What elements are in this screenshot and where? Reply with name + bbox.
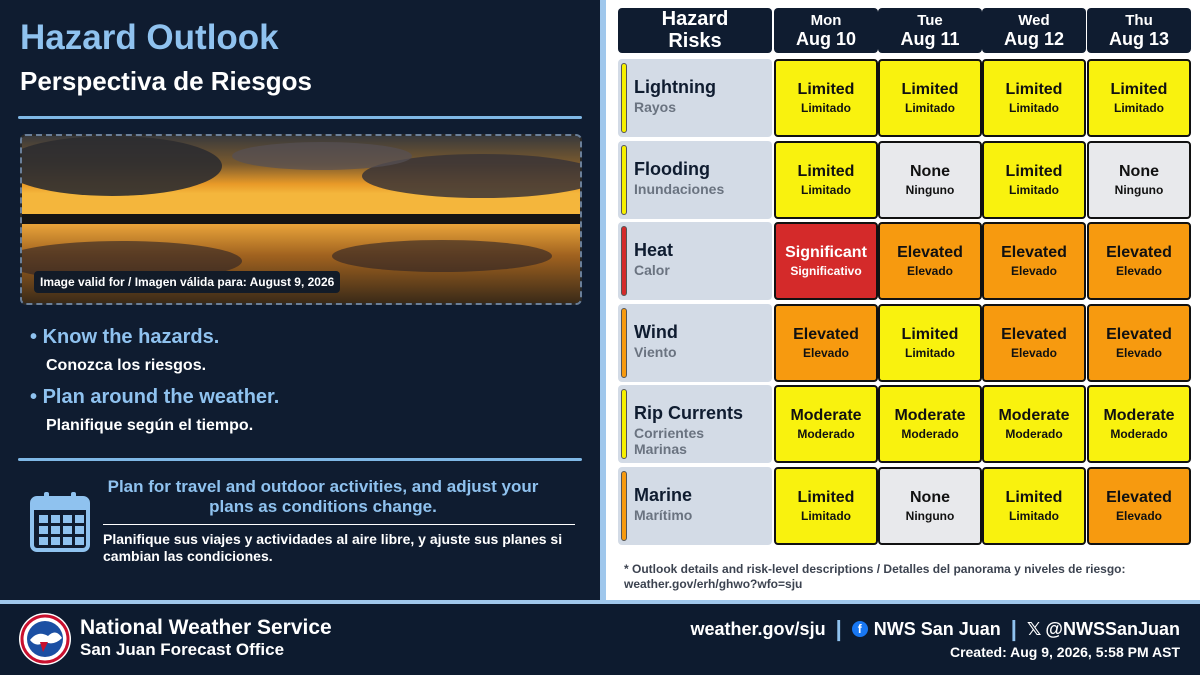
risk-cell: [982, 141, 1086, 219]
risk-cell: [774, 304, 878, 382]
risk-level: Elevated: [793, 326, 859, 343]
separator: |: [835, 616, 842, 641]
risk-level-spanish: Elevado: [906, 264, 954, 278]
website-link[interactable]: weather.gov/sju: [690, 618, 826, 639]
risk-cell: [774, 222, 878, 300]
day-of-week: Wed: [1018, 12, 1050, 29]
bullet-plan-weather: [30, 386, 279, 435]
risk-color-bar: [621, 389, 627, 459]
risk-level: Limited: [901, 326, 959, 343]
hazard-name: Marine: [634, 485, 693, 505]
hazard-name-spanish: Marítimo: [634, 507, 693, 523]
day-header-wed: [982, 8, 1086, 53]
nws-logo: [18, 612, 72, 666]
risk-level: Elevated: [1106, 326, 1172, 343]
risk-level: Moderate: [790, 407, 862, 424]
table-footnote: * Outlook details and risk-level descriptions / Detalles del panorama y niveles de riesgo: weather.gov/erh/ghwo?wfo=sju: [624, 562, 1126, 591]
risk-level-spanish: Ninguno: [905, 509, 955, 523]
risk-color-bar: [621, 308, 627, 378]
risk-level-spanish: Limitado: [905, 101, 955, 115]
day-date: Aug 10: [795, 29, 856, 49]
hazard-label-lightning: [618, 59, 772, 137]
risk-level: Limited: [1110, 81, 1168, 98]
risk-level-spanish: Moderado: [1005, 427, 1063, 441]
hazard-name: Rip Currents: [634, 403, 744, 423]
day-date: Aug 12: [1003, 29, 1064, 49]
bullet-title: • Plan around the weather.: [30, 386, 279, 409]
risk-cell: [878, 222, 982, 300]
risk-cell: [878, 59, 982, 137]
org-name: National Weather Service: [80, 616, 332, 639]
risk-level-spanish: Limitado: [1009, 101, 1059, 115]
facebook-icon: f: [852, 621, 868, 637]
hazard-name-spanish: Rayos: [634, 99, 677, 115]
risk-level: Elevated: [1106, 489, 1172, 506]
x-icon: 𝕏: [1026, 618, 1042, 640]
hazard-label-wind: [618, 304, 772, 382]
risk-cell: [982, 385, 1086, 463]
risk-cell: [1087, 467, 1191, 545]
bullet-know-hazards: [30, 326, 219, 375]
tip-english: Plan for travel and outdoor activities, and adjust your plans as conditions change.: [107, 477, 539, 516]
risk-level: Moderate: [1103, 407, 1175, 424]
sunset-photo: [20, 134, 582, 305]
hazard-name: Lightning: [634, 77, 716, 97]
day-of-week: Tue: [917, 12, 943, 29]
tip-spanish: Planifique sus viajes y actividades al aire libre, y ajuste sus planes si cambian las condiciones.: [103, 531, 563, 564]
risk-level: Significant: [785, 244, 867, 261]
risk-level-spanish: Elevado: [1010, 346, 1058, 360]
bullet-subtitle: Conozca los riesgos.: [46, 357, 207, 374]
divider: [103, 524, 575, 525]
hazard-name: Flooding: [634, 159, 710, 179]
created-timestamp: Created: Aug 9, 2026, 5:58 PM AST: [949, 644, 1180, 660]
page-title: Hazard Outlook: [20, 18, 279, 57]
risk-level: None: [910, 489, 950, 506]
day-date: Aug 13: [1108, 29, 1169, 49]
risk-level: Elevated: [1106, 244, 1172, 261]
hazard-name-spanish: Inundaciones: [634, 181, 725, 197]
image-caption: Image valid for / Imagen válida para: August 9, 2026: [34, 271, 340, 293]
risk-cell: [982, 59, 1086, 137]
risk-cell: [1087, 222, 1191, 300]
risk-color-bar: [621, 226, 627, 296]
risk-cell: [774, 467, 878, 545]
risk-level-spanish: Elevado: [1010, 264, 1058, 278]
risk-cell: [774, 59, 878, 137]
risk-level: Limited: [1005, 81, 1063, 98]
page-subtitle: Perspectiva de Riesgos: [20, 66, 312, 96]
x-link[interactable]: @NWSSanJuan: [1045, 618, 1180, 639]
risk-level: None: [910, 163, 950, 180]
hazard-label-rip-currents: [618, 385, 772, 463]
risk-level-spanish: Limitado: [801, 101, 851, 115]
risk-color-bar: [621, 471, 627, 541]
risk-cell: [774, 141, 878, 219]
corner-label: Hazard Risks: [661, 8, 729, 52]
risk-level-spanish: Elevado: [802, 346, 850, 360]
risk-level-spanish: Moderado: [1110, 427, 1168, 441]
left-panel: [0, 0, 600, 600]
hazard-label-heat: [618, 222, 772, 300]
hazard-table-panel: [606, 0, 1200, 600]
risk-level: Limited: [1005, 489, 1063, 506]
risk-cell: [1087, 59, 1191, 137]
divider: [18, 458, 582, 461]
day-of-week: Thu: [1125, 12, 1153, 29]
hazard-name-spanish: Viento: [634, 344, 677, 360]
separator: |: [1010, 616, 1017, 641]
risk-level: Elevated: [1001, 326, 1067, 343]
risk-level: Limited: [901, 81, 959, 98]
risk-level-spanish: Limitado: [801, 183, 851, 197]
risk-level-spanish: Limitado: [801, 509, 851, 523]
risk-cell: [1087, 385, 1191, 463]
day-header-mon: [774, 8, 878, 53]
hazard-label-flooding: [618, 141, 772, 219]
risk-level-spanish: Limitado: [905, 346, 955, 360]
footer: [0, 604, 1200, 675]
risk-level: Limited: [1005, 163, 1063, 180]
risk-level-spanish: Limitado: [1114, 101, 1164, 115]
risk-cell: [1087, 141, 1191, 219]
risk-level-spanish: Elevado: [1115, 264, 1163, 278]
risk-level: Moderate: [894, 407, 966, 424]
risk-level: Limited: [797, 81, 855, 98]
facebook-link[interactable]: NWS San Juan: [873, 618, 1001, 639]
risk-cell: [774, 385, 878, 463]
hazard-name-spanish: Corrientes Marinas: [634, 425, 705, 457]
risk-level-spanish: Elevado: [1115, 509, 1163, 523]
risk-color-bar: [621, 145, 627, 215]
bullet-subtitle: Planifique según el tiempo.: [46, 417, 254, 434]
hazard-name: Wind: [634, 322, 678, 342]
risk-level-spanish: Limitado: [1009, 509, 1059, 523]
table-corner-header: [618, 8, 772, 53]
risk-level-spanish: Significativo: [790, 264, 862, 278]
calendar-icon: [30, 490, 90, 552]
risk-level: Limited: [797, 489, 855, 506]
day-date: Aug 11: [900, 29, 960, 49]
risk-cell: [878, 467, 982, 545]
risk-level: Limited: [797, 163, 855, 180]
risk-cell: [878, 141, 982, 219]
risk-level: Moderate: [998, 407, 1070, 424]
footer-links: [691, 616, 1180, 642]
risk-cell: [982, 467, 1086, 545]
risk-level: Elevated: [1001, 244, 1067, 261]
risk-cell: [982, 222, 1086, 300]
risk-cell: [982, 304, 1086, 382]
hazard-name: Heat: [634, 240, 674, 260]
day-header-tue: [878, 8, 982, 53]
risk-level-spanish: Elevado: [1115, 346, 1163, 360]
risk-cell: [878, 385, 982, 463]
risk-color-bar: [621, 63, 627, 133]
day-of-week: Mon: [810, 12, 842, 29]
risk-level-spanish: Ninguno: [1114, 183, 1164, 197]
hazard-name-spanish: Calor: [634, 262, 670, 278]
office-name: San Juan Forecast Office: [80, 640, 285, 659]
hazard-label-marine: [618, 467, 772, 545]
risk-cell: [878, 304, 982, 382]
divider: [18, 116, 582, 119]
risk-level-spanish: Moderado: [901, 427, 959, 441]
risk-level-spanish: Moderado: [797, 427, 855, 441]
risk-level: Elevated: [897, 244, 963, 261]
risk-level-spanish: Ninguno: [905, 183, 955, 197]
risk-cell: [1087, 304, 1191, 382]
risk-level-spanish: Limitado: [1009, 183, 1059, 197]
risk-level: None: [1119, 163, 1159, 180]
day-header-thu: [1087, 8, 1191, 53]
bullet-title: • Know the hazards.: [30, 326, 219, 349]
